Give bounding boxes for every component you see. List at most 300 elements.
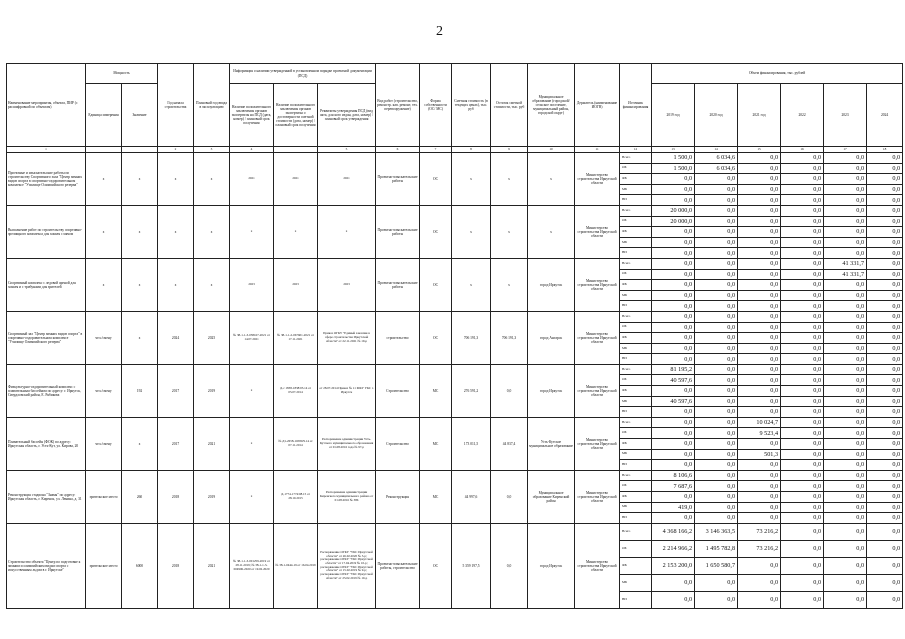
funding-value: 0,0 [867, 227, 903, 238]
funding-value: 0,0 [652, 227, 695, 238]
capacity-value: 260 [122, 470, 158, 523]
header-fund-holder: Держатель (наименование ИОГВ) [575, 64, 620, 147]
header-source: Источник финансирования [620, 64, 652, 147]
funding-value: 1 650 580,7 [695, 557, 738, 574]
funding-value: 0,0 [867, 290, 903, 301]
funding-value: 0,0 [781, 343, 824, 354]
column-number: 16 [781, 147, 824, 153]
funding-source: МБ [620, 237, 652, 248]
remaining-cost: х [491, 258, 528, 311]
remaining-cost: 0,0 [491, 364, 528, 417]
funding-value: 0,0 [695, 492, 738, 503]
page-number: 2 [436, 24, 443, 39]
table-row [7, 258, 903, 269]
funding-value: 0,0 [867, 216, 903, 227]
funding-value: 0,0 [695, 407, 738, 418]
psd-details: Распоряжение ОГКУ "УКС Иркутской области" от 26.02.2020 № 3-р; распоряжение ОГКУ "УКС Иркутской области" от 17.04.2019 № 10-р; распоряжение ОГКУ "УКС Иркутской области" от 15.02.2019 № 9-р; распоряжение ОГКУ "УКС Иркутской области" от 25.02.2019 № 10-р [318, 523, 376, 608]
funding-value: 0,0 [824, 492, 867, 503]
funding-source: МБ [620, 502, 652, 513]
funding-value: 0,0 [695, 396, 738, 407]
expert-positive: 2021 [230, 153, 274, 206]
funding-value: 0,0 [781, 417, 824, 428]
funding-value: 0,0 [824, 153, 867, 164]
object-name: Реконструкция стадиона "Знамя" по адресу: Иркутская область, г. Киренск, ул. Ленина, д. 31 [7, 470, 86, 523]
estimated-cost: х [452, 153, 491, 206]
funding-value: 0,0 [695, 481, 738, 492]
header-year-2021: 2021 год [738, 84, 781, 147]
funding-value: 0,0 [695, 354, 738, 365]
funding-value: 0,0 [824, 574, 867, 591]
ownership: МС [420, 417, 452, 470]
funding-value: 40 597,6 [652, 375, 695, 386]
table-row [7, 205, 903, 216]
fund-holder: Министерство строительства Иркутской области [575, 417, 620, 470]
object-name: Выполнение работ по строительству спортивно-зрелищного комплекса для хоккея с мячом [7, 205, 86, 258]
funding-value: 41 331,7 [824, 258, 867, 269]
funding-value: 0,0 [738, 354, 781, 365]
funding-source: ОБ [620, 322, 652, 333]
estimated-cost: х [452, 205, 491, 258]
capacity-unit: чел./смену [86, 311, 122, 364]
header-expert-cost: Наличие положительного заключения органов экспертизы о достоверности сметной стоимости (дата, номер) / плановый срок получения [274, 84, 318, 147]
funding-value: 0,0 [867, 417, 903, 428]
municipality: город Иркутск [528, 258, 575, 311]
expert-cost: № 38-1-1-2-067601-2021 от 17.11.2021 [274, 311, 318, 364]
header-year-2022: 2022 [781, 84, 824, 147]
column-number: 6 [376, 147, 420, 153]
funding-value: 0,0 [652, 513, 695, 524]
funding-value: 0,0 [867, 470, 903, 481]
work-type: Проектно-изыскательские работы [376, 258, 420, 311]
funding-value: 0,0 [867, 428, 903, 439]
funding-value: 0,0 [738, 513, 781, 524]
ownership: МС [420, 364, 452, 417]
funding-value: 0,0 [867, 460, 903, 471]
column-number: 4 [230, 147, 274, 153]
funding-value: 0,0 [867, 184, 903, 195]
funding-value: 0,0 [781, 354, 824, 365]
funding-value: 0,0 [824, 237, 867, 248]
column-number: 5 [318, 147, 376, 153]
remaining-cost: 706 191,3 [491, 311, 528, 364]
capacity-value: 6000 [122, 523, 158, 608]
column-number: 7 [420, 147, 452, 153]
column-number: 3 [194, 147, 230, 153]
funding-value: 0,0 [738, 269, 781, 280]
funding-source: Всего [620, 417, 652, 428]
funding-value: 0,0 [824, 333, 867, 344]
estimated-cost: 5 359 197,5 [452, 523, 491, 608]
funding-value: 20 000,0 [652, 205, 695, 216]
capacity-value: х [122, 153, 158, 206]
funding-value: 0,0 [695, 174, 738, 185]
table-row [7, 417, 903, 428]
funding-value: 0,0 [738, 290, 781, 301]
ownership: МС [420, 470, 452, 523]
funding-source: ВИ [620, 195, 652, 206]
funding-value: 0,0 [738, 502, 781, 513]
capacity-value: 192 [122, 364, 158, 417]
funding-value: 1 495 782,8 [695, 540, 738, 557]
psd-details: 2023 [318, 258, 376, 311]
funding-value: 4 368 166,2 [652, 523, 695, 540]
funding-value: 0,0 [738, 470, 781, 481]
funding-value: 0,0 [781, 322, 824, 333]
psd-details: Приказ ОГКУ "Единый заказчик в сфере строительства Иркутской области" от 22.11.2021 № 19-р [318, 311, 376, 364]
funding-value: 0,0 [867, 174, 903, 185]
expert-cost: 2021 [274, 153, 318, 206]
commission-year: 2021 [194, 523, 230, 608]
funding-value: 0,0 [738, 557, 781, 574]
funding-value: 0,0 [652, 407, 695, 418]
table-row [7, 364, 903, 375]
expert-cost: Д-1774-1774/08.15 от 28.10.2015 [274, 470, 318, 523]
funding-value: 0,0 [867, 523, 903, 540]
funding-source: Всего [620, 258, 652, 269]
header-name: Наименование мероприятия, объекта, ПИР (с расшифровкой по объектам) [7, 64, 86, 147]
funding-value: 0,0 [781, 428, 824, 439]
funding-value: 0,0 [781, 258, 824, 269]
funding-value: 0,0 [781, 237, 824, 248]
funding-value: 2 153 200,0 [652, 557, 695, 574]
funding-value: 0,0 [738, 386, 781, 397]
object-name: Физкультурно-оздоровительный комплекс с плавательным бассейном по адресу: г. Иркутск, Свердловский район, Е. Рябиковa [7, 364, 86, 417]
funding-value: 0,0 [867, 333, 903, 344]
funding-value: 0,0 [781, 248, 824, 259]
funding-value: 0,0 [652, 280, 695, 291]
commission-year: х [194, 205, 230, 258]
funding-value: 0,0 [781, 195, 824, 206]
funding-value: 0,0 [695, 184, 738, 195]
funding-value: 0,0 [738, 396, 781, 407]
fund-holder: Министерство строительства Иркутской области [575, 470, 620, 523]
funding-value: 0,0 [695, 449, 738, 460]
column-number: 13 [652, 147, 695, 153]
funding-source: ОБ [620, 540, 652, 557]
funding-value: 0,0 [738, 492, 781, 503]
funding-value: 0,0 [867, 354, 903, 365]
funding-source: Всего [620, 205, 652, 216]
funding-value: 20 000,0 [652, 216, 695, 227]
header-funding-group: Объем финансирования, тыс. рублей [652, 64, 903, 84]
funding-value: 0,0 [867, 195, 903, 206]
funding-value: 0,0 [824, 513, 867, 524]
start-year: 2024 [158, 311, 194, 364]
funding-value: 0,0 [867, 258, 903, 269]
estimated-cost: 173 011,5 [452, 417, 491, 470]
funding-value: 6 034,6 [695, 153, 738, 164]
column-number: 2 [158, 147, 194, 153]
expert-positive: № 38-1-1-3-001259-2019 от 28.11.2019; № 38-1-1-3-004906-2020 от 19.02.2020 [230, 523, 274, 608]
funding-value: 0,0 [867, 386, 903, 397]
funding-value: 0,0 [695, 333, 738, 344]
funding-value: 10 024,7 [738, 417, 781, 428]
funding-value: 0,0 [738, 364, 781, 375]
funding-value: 0,0 [652, 258, 695, 269]
funding-value: 73 216,2 [738, 523, 781, 540]
funding-value: 0,0 [781, 375, 824, 386]
funding-value: 419,0 [652, 502, 695, 513]
header-year-2024: 2024 [867, 84, 903, 147]
funding-source: Всего [620, 523, 652, 540]
expert-positive: № 38-1-1-3-038167-2021 от 14.07.2021 [230, 311, 274, 364]
funding-value: 0,0 [695, 301, 738, 312]
municipality: город Ангарск [528, 311, 575, 364]
funding-value: 0,0 [738, 301, 781, 312]
funding-value: 0,0 [738, 333, 781, 344]
funding-source: ОБ [620, 428, 652, 439]
header-work-type: Вид работ (строительство, реконстр. кап. ремонт, тех. перевооружение) [376, 64, 420, 147]
funding-value: 0,0 [824, 364, 867, 375]
funding-value: 0,0 [867, 574, 903, 591]
funding-value: 0,0 [695, 574, 738, 591]
funding-value: 0,0 [695, 375, 738, 386]
ownership: ОС [420, 523, 452, 608]
funding-value: 0,0 [867, 311, 903, 322]
funding-value: 0,0 [781, 290, 824, 301]
funding-source: Всего [620, 311, 652, 322]
column-number: 8 [452, 147, 491, 153]
funding-value: 0,0 [781, 557, 824, 574]
investment-table [6, 63, 903, 609]
funding-value: 2 214 966,2 [652, 540, 695, 557]
funding-value: 0,0 [738, 237, 781, 248]
start-year: 2017 [158, 364, 194, 417]
estimated-cost: 44 997,6 [452, 470, 491, 523]
funding-value: 0,0 [652, 428, 695, 439]
funding-source: ФБ [620, 557, 652, 574]
table-row [7, 311, 903, 322]
header-estimated-cost: Сметная стоимость (в текущих ценах), тыс. руб [452, 64, 491, 147]
funding-value: 9 523,4 [738, 428, 781, 439]
funding-source: ФБ [620, 333, 652, 344]
municipality: город Иркутск [528, 364, 575, 417]
funding-value: 0,0 [652, 248, 695, 259]
remaining-cost: 0,0 [491, 523, 528, 608]
work-type: Строительство [376, 417, 420, 470]
funding-value: 0,0 [781, 481, 824, 492]
funding-value: 0,0 [695, 269, 738, 280]
psd-details: Распоряжение администрации Усть-Кутского муниципального образования от 01.08.2016 года № 97-р [318, 417, 376, 470]
header-capacity: Мощность [86, 64, 158, 84]
funding-value: 0,0 [652, 184, 695, 195]
expert-cost: № 38-1-0444-19 от 16.04.2019 [274, 523, 318, 608]
funding-value: 0,0 [824, 174, 867, 185]
funding-value: 0,0 [695, 237, 738, 248]
expert-positive: 2023 [230, 258, 274, 311]
funding-value: 0,0 [738, 322, 781, 333]
estimated-cost: х [452, 258, 491, 311]
funding-value: 0,0 [695, 227, 738, 238]
funding-value: 0,0 [738, 248, 781, 259]
funding-value: 0,0 [695, 386, 738, 397]
funding-value: 0,0 [781, 269, 824, 280]
funding-value: 0,0 [695, 439, 738, 450]
start-year: х [158, 153, 194, 206]
header-year-2023: 2023 [824, 84, 867, 147]
funding-value: 0,0 [867, 396, 903, 407]
funding-source: ОБ [620, 375, 652, 386]
header-year-2019: 2019 год [652, 84, 695, 147]
funding-value: 0,0 [652, 460, 695, 471]
commission-year: 2019 [194, 364, 230, 417]
funding-value: 0,0 [781, 591, 824, 608]
funding-value: 0,0 [824, 557, 867, 574]
funding-value: 0,0 [738, 205, 781, 216]
column-number: 10 [528, 147, 575, 153]
funding-value: 0,0 [781, 523, 824, 540]
funding-value: 0,0 [867, 343, 903, 354]
funding-value: 0,0 [824, 248, 867, 259]
funding-value: 0,0 [695, 417, 738, 428]
capacity-unit: чел./смену [86, 364, 122, 417]
funding-value: 0,0 [652, 333, 695, 344]
funding-value: 6 034,6 [695, 163, 738, 174]
municipality: х [528, 153, 575, 206]
psd-details: от 28.07.2014 Приказ № 11 МКУ УКС г. Иркутск [318, 364, 376, 417]
start-year: 2018 [158, 470, 194, 523]
expert-cost: Д-с 1838-1838/03.14 от 05.07.2014 [274, 364, 318, 417]
funding-value: 0,0 [695, 216, 738, 227]
funding-value: 0,0 [824, 343, 867, 354]
funding-value: 0,0 [781, 470, 824, 481]
capacity-unit: зрительское место [86, 470, 122, 523]
funding-value: 0,0 [695, 428, 738, 439]
commission-year: 2021 [194, 417, 230, 470]
funding-value: 0,0 [824, 205, 867, 216]
funding-value: 0,0 [824, 481, 867, 492]
object-name: Строительство объекта "Центр по подготовке к зимним и олимпийским видам спорта с искусственным льдом в г. Иркутске" [7, 523, 86, 608]
funding-value: 0,0 [824, 195, 867, 206]
funding-value: 0,0 [867, 205, 903, 216]
funding-source: ВИ [620, 248, 652, 259]
funding-value: 0,0 [738, 184, 781, 195]
funding-source: Всего [620, 153, 652, 164]
funding-value: 0,0 [867, 237, 903, 248]
funding-value: 0,0 [652, 195, 695, 206]
funding-value: 501,3 [738, 449, 781, 460]
work-type: Проектно-изыскательские работы [376, 153, 420, 206]
expert-cost: х [274, 205, 318, 258]
funding-value: 0,0 [824, 184, 867, 195]
funding-source: МБ [620, 449, 652, 460]
expert-cost: № Д1-2658-16580/9.14 от 07.11.2014 [274, 417, 318, 470]
header-year-2020: 2020 год [695, 84, 738, 147]
funding-source: Всего [620, 470, 652, 481]
municipality: х [528, 205, 575, 258]
header-ownership: Форма собственности (ОС/ МС) [420, 64, 452, 147]
funding-value: 0,0 [867, 269, 903, 280]
ownership: ОС [420, 153, 452, 206]
funding-source: ОБ [620, 216, 652, 227]
funding-value: 0,0 [824, 460, 867, 471]
funding-value: 0,0 [652, 449, 695, 460]
funding-value: 0,0 [695, 248, 738, 259]
funding-value: 0,0 [781, 153, 824, 164]
header-value: Значение [122, 84, 158, 147]
funding-value: 0,0 [695, 311, 738, 322]
capacity-unit: чел./смену [86, 417, 122, 470]
funding-value: 0,0 [652, 574, 695, 591]
municipality: город Иркутск [528, 523, 575, 608]
funding-value: 0,0 [652, 439, 695, 450]
funding-value: 0,0 [781, 386, 824, 397]
funding-value: 0,0 [695, 502, 738, 513]
funding-value: 0,0 [738, 195, 781, 206]
funding-source: Всего [620, 364, 652, 375]
funding-value: 0,0 [824, 396, 867, 407]
funding-source: ВИ [620, 407, 652, 418]
funding-value: 0,0 [738, 163, 781, 174]
funding-value: 0,0 [867, 364, 903, 375]
ownership: ОС [420, 311, 452, 364]
capacity-value: х [122, 311, 158, 364]
capacity-unit: х [86, 258, 122, 311]
funding-value: 0,0 [695, 513, 738, 524]
funding-value: 0,0 [781, 574, 824, 591]
start-year: 2018 [158, 523, 194, 608]
remaining-cost: х [491, 153, 528, 206]
funding-value: 0,0 [824, 322, 867, 333]
fund-holder: Министерство строительства Иркутской области [575, 364, 620, 417]
funding-value: 0,0 [781, 163, 824, 174]
header-remaining-cost: Остаток сметной стоимости, тыс. руб [491, 64, 528, 147]
column-number: 11 [575, 147, 620, 153]
work-type: строительство [376, 311, 420, 364]
ownership: ОС [420, 205, 452, 258]
fund-holder: Министерство строительства Иркутской области [575, 258, 620, 311]
funding-value: 0,0 [652, 269, 695, 280]
funding-value: 0,0 [652, 417, 695, 428]
work-type: Строительство [376, 364, 420, 417]
funding-source: ФБ [620, 280, 652, 291]
funding-value: 8 106,6 [652, 470, 695, 481]
expert-positive: х [230, 470, 274, 523]
municipality: Муниципальное образование Киренский район [528, 470, 575, 523]
funding-value: 0,0 [695, 205, 738, 216]
funding-source: МБ [620, 574, 652, 591]
funding-value: 0,0 [695, 290, 738, 301]
funding-value: 0,0 [824, 523, 867, 540]
funding-value: 0,0 [652, 174, 695, 185]
funding-value: 0,0 [867, 163, 903, 174]
column-number: 9 [491, 147, 528, 153]
funding-source: ФБ [620, 386, 652, 397]
funding-value: 0,0 [824, 227, 867, 238]
funding-source: ОБ [620, 481, 652, 492]
capacity-unit: х [86, 205, 122, 258]
start-year: 2017 [158, 417, 194, 470]
funding-value: 0,0 [695, 364, 738, 375]
funding-value: 0,0 [824, 311, 867, 322]
funding-value: 0,0 [652, 290, 695, 301]
funding-value: 0,0 [738, 216, 781, 227]
funding-value: 0,0 [652, 237, 695, 248]
funding-source: ФБ [620, 174, 652, 185]
funding-value: 0,0 [824, 407, 867, 418]
funding-value: 73 216,2 [738, 540, 781, 557]
funding-source: ФБ [620, 439, 652, 450]
funding-value: 0,0 [781, 513, 824, 524]
remaining-cost: 0,0 [491, 470, 528, 523]
funding-value: 0,0 [824, 280, 867, 291]
psd-details: 2021 [318, 153, 376, 206]
funding-value: 0,0 [738, 375, 781, 386]
funding-value: 0,0 [738, 439, 781, 450]
funding-value: 0,0 [867, 513, 903, 524]
funding-value: 0,0 [824, 354, 867, 365]
funding-source: ВИ [620, 460, 652, 471]
